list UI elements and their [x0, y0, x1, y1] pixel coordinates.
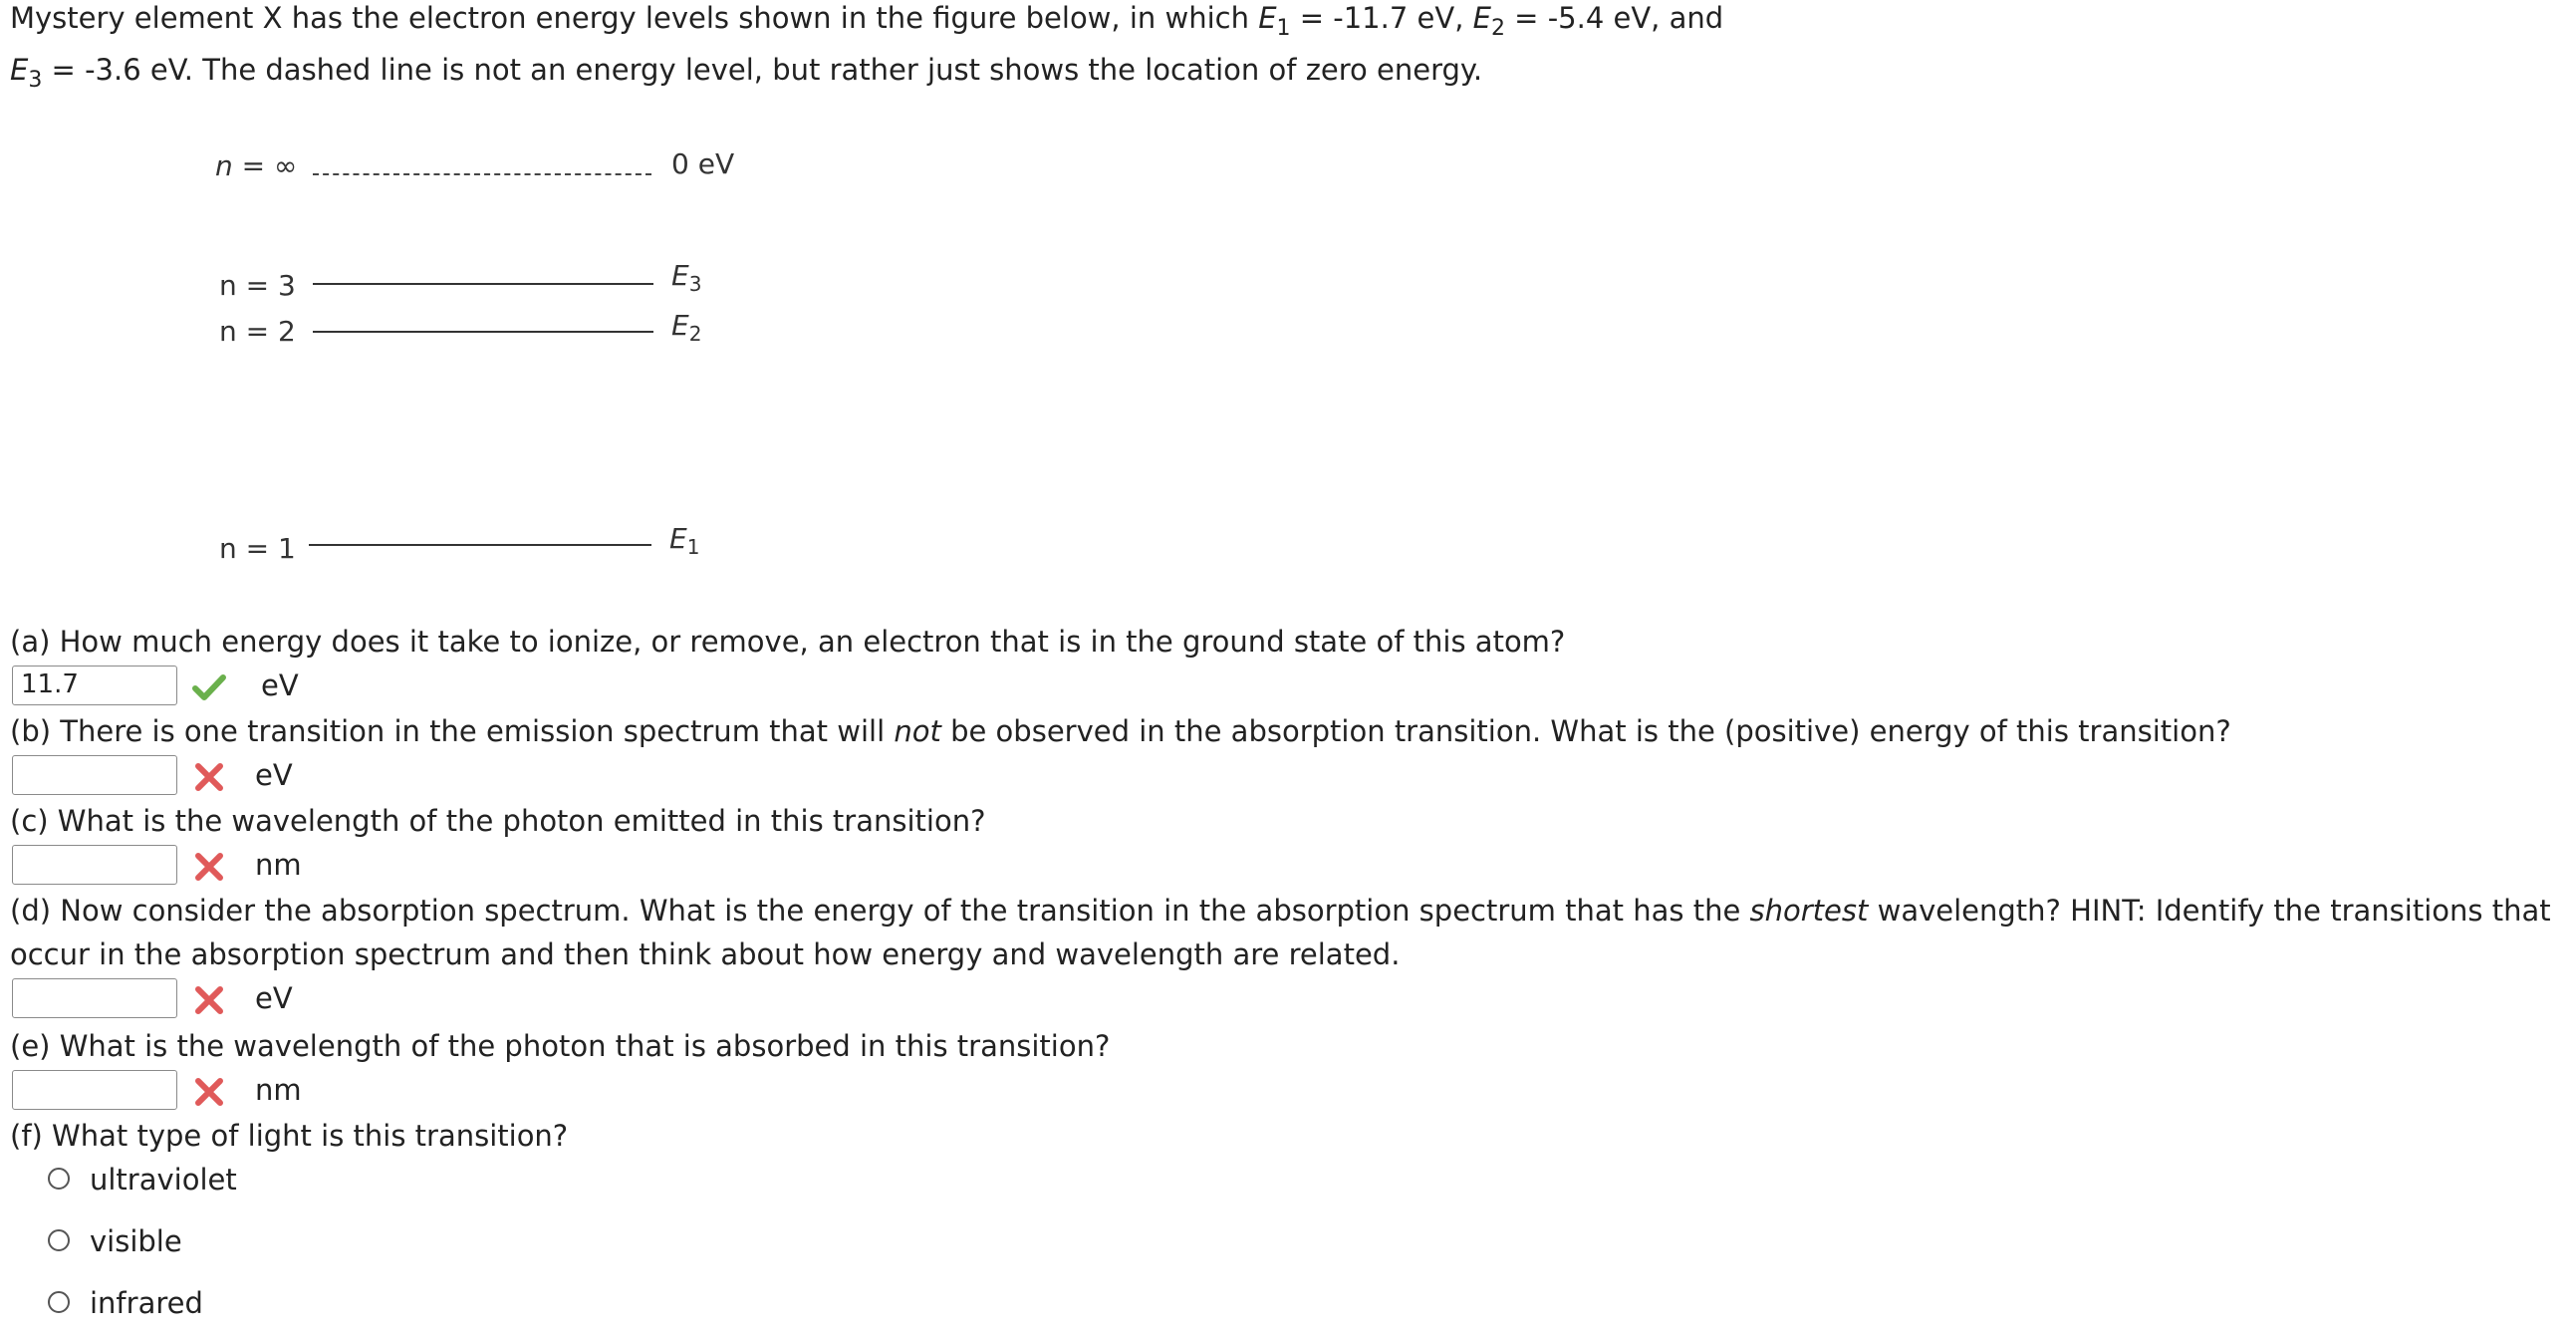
unit-d: eV: [255, 981, 293, 1015]
option-visible-label[interactable]: visible: [90, 1224, 182, 1258]
e1-symbol: E: [1258, 1, 1277, 35]
question-d-emphasis: shortest: [1749, 894, 1869, 928]
e2-label-symbol: E: [671, 309, 689, 342]
energy-label-e3: [671, 259, 702, 296]
energy-label-e2: [671, 309, 702, 346]
question-f-text: (f) What type of light is this transition?: [10, 1119, 569, 1153]
e1-label-symbol: E: [669, 522, 687, 555]
question-a-text: (a) How much energy does it take to ionize, or remove, an electron that is in the ground state of this atom?: [10, 625, 1566, 659]
option-ultraviolet-label[interactable]: ultraviolet: [90, 1163, 237, 1197]
question-b-emphasis: not: [894, 714, 941, 748]
unit-b: eV: [255, 758, 293, 792]
question-e-text: (e) What is the wavelength of the photon that is absorbed in this transition?: [10, 1029, 1111, 1063]
intro-text: Mystery element X has the electron energy levels shown in the figure below, in which: [10, 1, 1259, 35]
energy-level-line-n1: [309, 544, 651, 546]
question-d-text: [10, 893, 2551, 929]
unit-e: nm: [255, 1073, 302, 1107]
zero-energy-dashed-line: [313, 173, 651, 175]
option-infrared-label[interactable]: infrared: [90, 1286, 203, 1320]
e2-value: = -5.4 eV, and: [1504, 1, 1724, 35]
level-label-n2: n = 2: [219, 315, 296, 348]
level-label-n1: n = 1: [219, 532, 296, 565]
radio-ultraviolet[interactable]: [48, 1168, 70, 1190]
level-label-n3: n = 3: [219, 269, 296, 302]
radio-visible[interactable]: [48, 1229, 70, 1251]
e3-value-text: = -3.6 eV. The dashed line is not an energy level, but rather just shows the location of zero energy.: [42, 53, 1483, 87]
e1-value: = -11.7 eV,: [1290, 1, 1473, 35]
e1-label-subscript: 1: [686, 535, 700, 559]
question-b-post: be observed in the absorption transition. What is the (positive) energy of this transition?: [940, 714, 2231, 748]
energy-level-line-n2: [313, 331, 653, 333]
e3-subscript: 3: [28, 68, 43, 93]
e1-subscript: 1: [1276, 16, 1291, 41]
correct-check-icon: [191, 669, 227, 705]
unit-c: nm: [255, 848, 302, 882]
question-c-text: (c) What is the wavelength of the photon emitted in this transition?: [10, 804, 986, 838]
question-b-pre: (b) There is one transition in the emission spectrum that will: [10, 714, 895, 748]
e3-label-subscript: 3: [688, 272, 702, 296]
e2-symbol: E: [1472, 1, 1491, 35]
answer-d-input[interactable]: [12, 978, 177, 1018]
radio-infrared[interactable]: [48, 1291, 70, 1313]
incorrect-x-icon: [191, 982, 227, 1018]
question-b-text: [10, 713, 2231, 749]
answer-e-input[interactable]: [12, 1070, 177, 1110]
zero-energy-label: 0 eV: [671, 147, 735, 180]
question-d-pre: (d) Now consider the absorption spectrum. What is the energy of the transition in the absorption spectrum that has the: [10, 894, 1750, 928]
answer-a-input[interactable]: 11.7: [12, 666, 177, 705]
e2-label-subscript: 2: [688, 322, 702, 346]
incorrect-x-icon: [191, 759, 227, 795]
e3-label-symbol: E: [671, 259, 689, 292]
e3-symbol: E: [10, 53, 29, 87]
question-d-text-line2: occur in the absorption spectrum and then think about how energy and wavelength are related.: [10, 937, 1401, 971]
energy-level-line-n3: [313, 283, 653, 285]
incorrect-x-icon: [191, 849, 227, 885]
answer-b-input[interactable]: [12, 755, 177, 795]
energy-label-e1: [669, 522, 700, 559]
incorrect-x-icon: [191, 1074, 227, 1110]
level-label-n-inf: n = ∞: [215, 149, 298, 182]
e2-subscript: 2: [1490, 16, 1505, 41]
energy-level-diagram: [0, 0, 897, 598]
answer-c-input[interactable]: [12, 845, 177, 885]
unit-a: eV: [261, 668, 299, 702]
question-d-post: wavelength? HINT: Identify the transitions that: [1868, 894, 2551, 928]
